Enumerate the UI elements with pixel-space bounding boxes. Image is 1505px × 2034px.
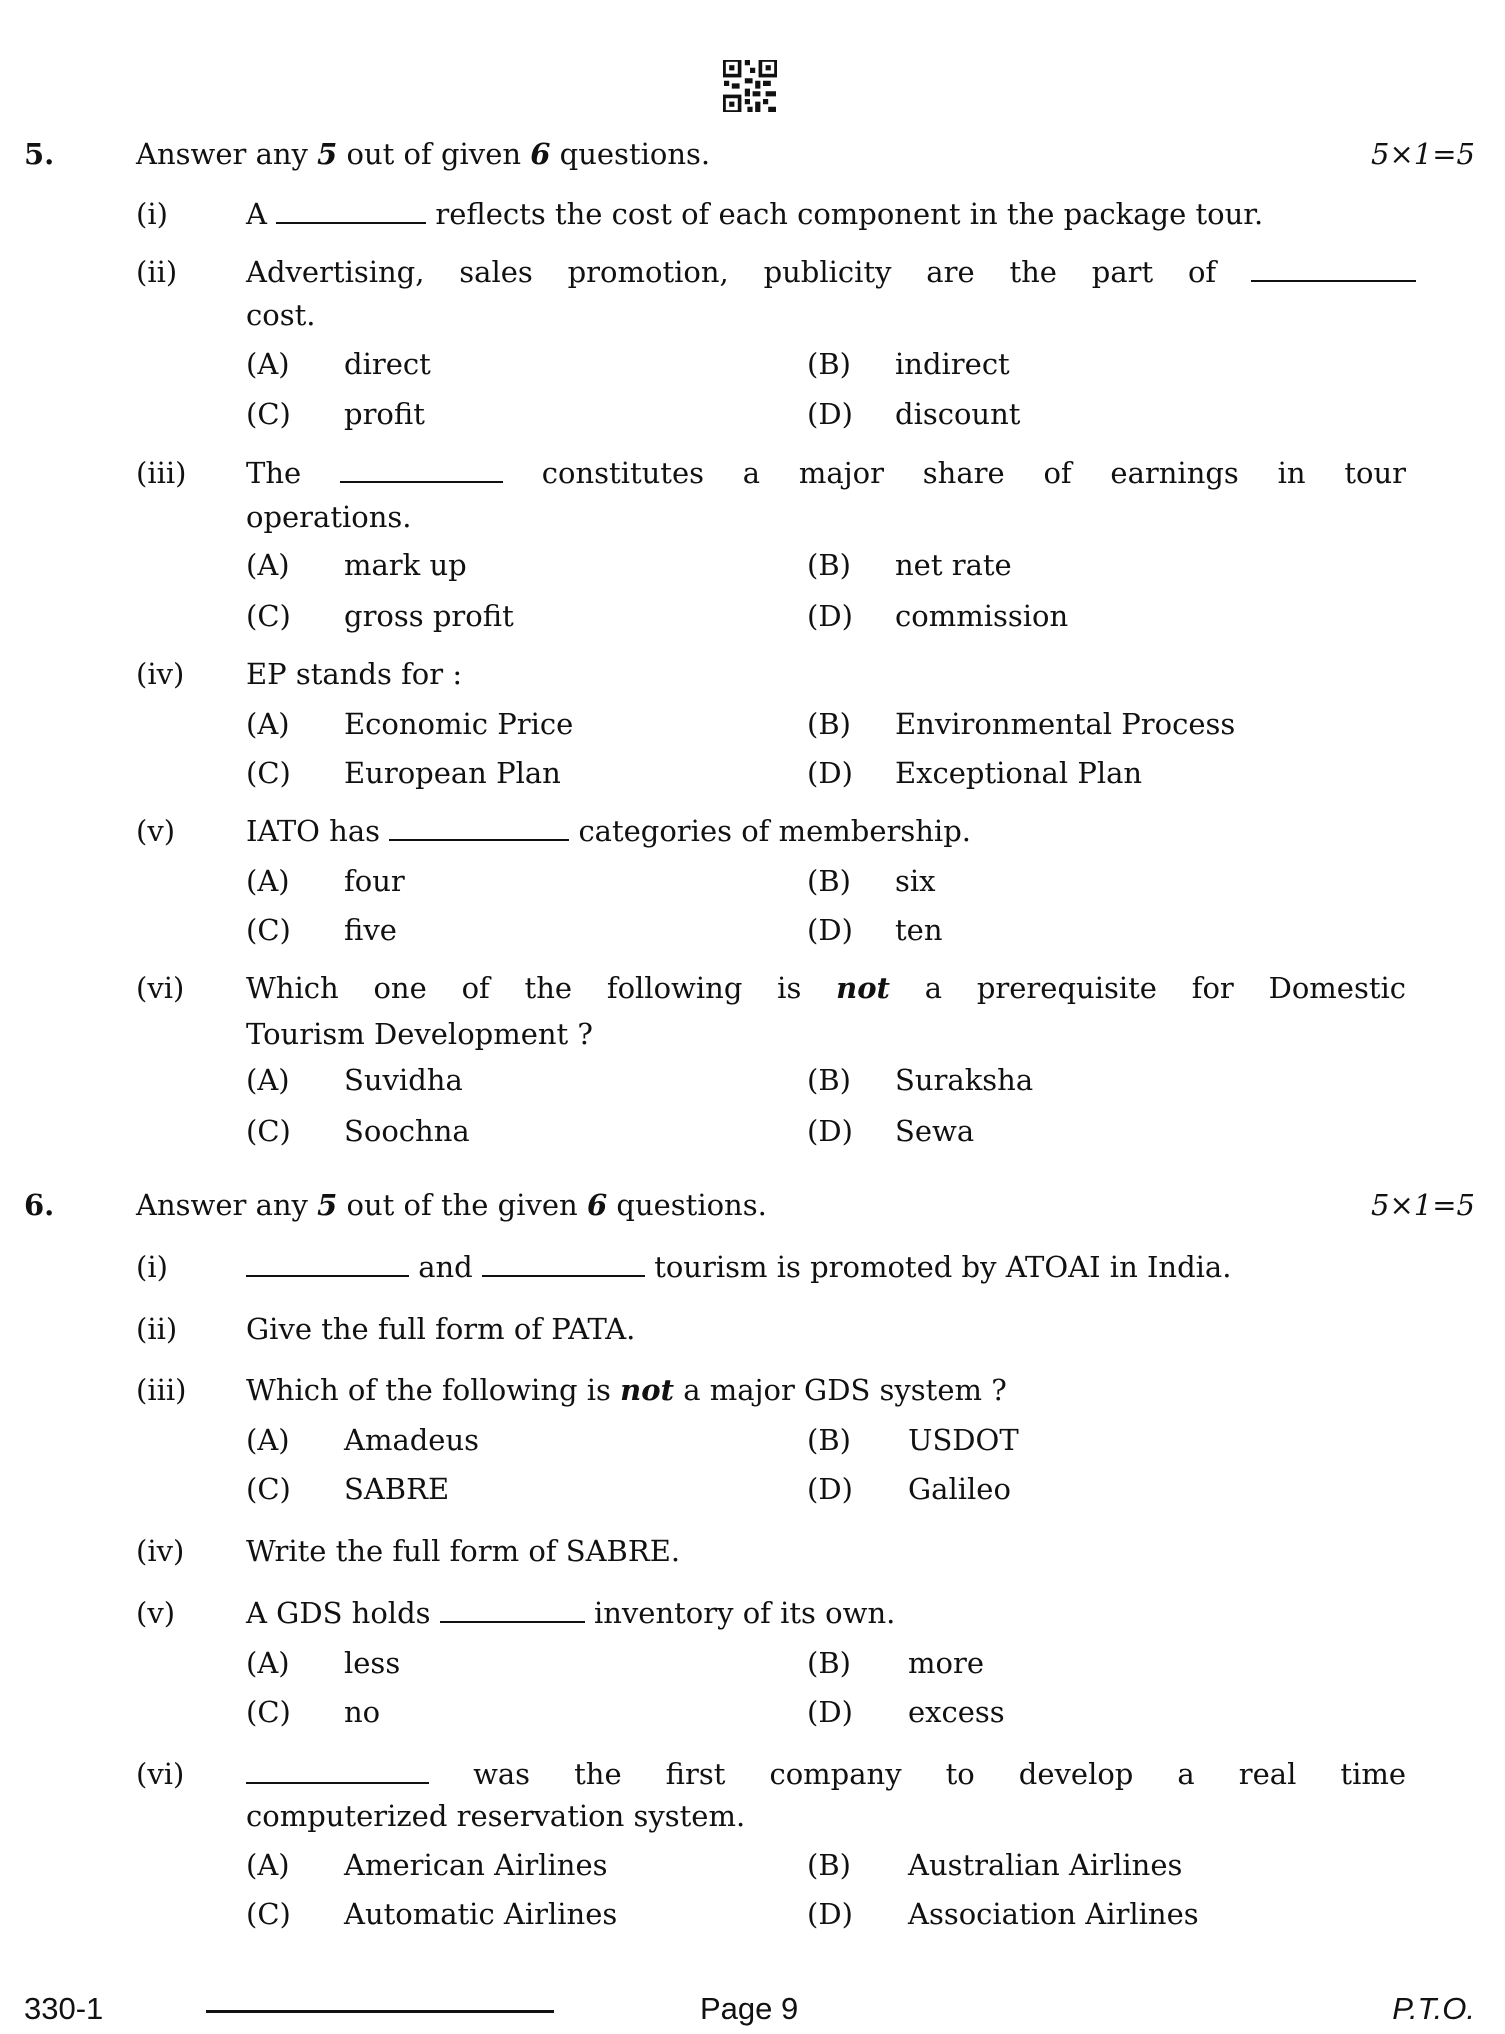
- option-letter: (A): [246, 864, 290, 898]
- option-letter: (C): [246, 599, 291, 633]
- question-text: Give the full form of PATA.: [246, 1312, 636, 1346]
- sub-number: (iii): [136, 456, 187, 490]
- option-letter: (B): [807, 548, 851, 582]
- option-letter: (D): [807, 599, 853, 633]
- option-letter: (C): [246, 756, 291, 790]
- sub-number: (iii): [136, 1373, 187, 1407]
- option-c: profit: [344, 397, 425, 431]
- option-b: USDOT: [908, 1423, 1019, 1457]
- qr-code-icon: [723, 60, 777, 112]
- option-c: no: [344, 1695, 381, 1729]
- option-letter: (D): [807, 1472, 853, 1506]
- question-text-cont: cost.: [246, 298, 316, 332]
- question-instruction: Answer any 5 out of given 6 questions.: [136, 137, 711, 171]
- paper-code: 330-1: [24, 1991, 104, 2026]
- option-b: more: [908, 1646, 984, 1680]
- option-d: discount: [895, 397, 1021, 431]
- option-letter: (B): [807, 864, 851, 898]
- option-d: ten: [895, 913, 943, 947]
- option-b: Australian Airlines: [908, 1848, 1183, 1882]
- option-letter: (A): [246, 1063, 290, 1097]
- sub-number: (iv): [136, 1534, 185, 1568]
- question-text: Which of the following is not a major GDS system ?: [246, 1373, 1007, 1407]
- option-d: commission: [895, 599, 1069, 633]
- sub-number: (iv): [136, 657, 185, 691]
- option-b: Environmental Process: [895, 707, 1236, 741]
- option-a: less: [344, 1646, 401, 1680]
- sub-number: (ii): [136, 1312, 178, 1346]
- option-c: five: [344, 913, 397, 947]
- option-c: gross profit: [344, 599, 514, 633]
- option-d: Association Airlines: [908, 1897, 1199, 1931]
- question-instruction: Answer any 5 out of the given 6 questions.: [136, 1188, 767, 1222]
- option-letter: (A): [246, 347, 290, 381]
- option-a: American Airlines: [344, 1848, 608, 1882]
- option-letter: (B): [807, 707, 851, 741]
- option-d: Galileo: [908, 1472, 1011, 1506]
- sub-number: (v): [136, 814, 176, 848]
- option-letter: (D): [807, 756, 853, 790]
- question-text: Advertising, sales promotion, publicity are the part of: [246, 252, 1416, 292]
- option-letter: (C): [246, 1114, 291, 1148]
- option-b: net rate: [895, 548, 1012, 582]
- question-text: Write the full form of SABRE.: [246, 1534, 681, 1568]
- option-letter: (C): [246, 1472, 291, 1506]
- sub-number: (vi): [136, 971, 185, 1005]
- option-letter: (D): [807, 1114, 853, 1148]
- sub-number: (i): [136, 197, 168, 231]
- option-b: six: [895, 864, 936, 898]
- option-letter: (B): [807, 347, 851, 381]
- question-text: A reflects the cost of each component in the package tour.: [246, 197, 1264, 231]
- option-letter: (C): [246, 1695, 291, 1729]
- sub-number: (ii): [136, 255, 178, 289]
- option-b: indirect: [895, 347, 1010, 381]
- question-text: and tourism is promoted by ATOAI in India.: [246, 1247, 1231, 1287]
- question-text: EP stands for :: [246, 657, 463, 691]
- question-number: 6.: [24, 1188, 55, 1222]
- page-number: Page 9: [700, 1991, 799, 2026]
- option-d: excess: [908, 1695, 1005, 1729]
- option-b: Suraksha: [895, 1063, 1034, 1097]
- option-letter: (B): [807, 1848, 851, 1882]
- question-number: 5.: [24, 137, 55, 171]
- option-letter: (D): [807, 913, 853, 947]
- marks: 5×1=5: [1371, 137, 1475, 171]
- option-a: direct: [344, 347, 431, 381]
- option-a: Economic Price: [344, 707, 574, 741]
- option-a: Amadeus: [344, 1423, 480, 1457]
- option-a: Suvidha: [344, 1063, 463, 1097]
- option-letter: (A): [246, 1423, 290, 1457]
- option-c: SABRE: [344, 1472, 450, 1506]
- sub-number: (vi): [136, 1757, 185, 1791]
- question-text: IATO has categories of membership.: [246, 814, 971, 848]
- option-a: mark up: [344, 548, 467, 582]
- option-letter: (D): [807, 1695, 853, 1729]
- question-text-cont: computerized reservation system.: [246, 1799, 746, 1833]
- question-text-cont: operations.: [246, 500, 412, 534]
- option-letter: (B): [807, 1646, 851, 1680]
- answer-blank: [276, 196, 426, 224]
- option-letter: (C): [246, 397, 291, 431]
- option-c: Automatic Airlines: [344, 1897, 618, 1931]
- option-letter: (A): [246, 1646, 290, 1680]
- sub-number: (i): [136, 1250, 168, 1284]
- option-d: Exceptional Plan: [895, 756, 1143, 790]
- option-letter: (A): [246, 707, 290, 741]
- question-text: was the first company to develop a real time: [246, 1754, 1406, 1794]
- option-letter: (A): [246, 1848, 290, 1882]
- marks: 5×1=5: [1371, 1188, 1475, 1222]
- question-text: A GDS holds inventory of its own.: [246, 1596, 896, 1630]
- option-letter: (B): [807, 1423, 851, 1457]
- option-d: Sewa: [895, 1114, 975, 1148]
- pto-label: P.T.O.: [1392, 1991, 1475, 2026]
- option-letter: (B): [807, 1063, 851, 1097]
- option-c: European Plan: [344, 756, 561, 790]
- option-letter: (D): [807, 397, 853, 431]
- footer-divider: [206, 2010, 554, 2013]
- option-a: four: [344, 864, 405, 898]
- option-letter: (C): [246, 913, 291, 947]
- option-letter: (A): [246, 548, 290, 582]
- question-text-cont: Tourism Development ?: [246, 1017, 593, 1051]
- question-text: The constitutes a major share of earnings in tour: [246, 456, 1407, 490]
- sub-number: (v): [136, 1596, 176, 1630]
- option-letter: (D): [807, 1897, 853, 1931]
- question-text: Which one of the following is not a prerequisite for Domestic: [246, 971, 1407, 1005]
- option-letter: (C): [246, 1897, 291, 1931]
- option-c: Soochna: [344, 1114, 470, 1148]
